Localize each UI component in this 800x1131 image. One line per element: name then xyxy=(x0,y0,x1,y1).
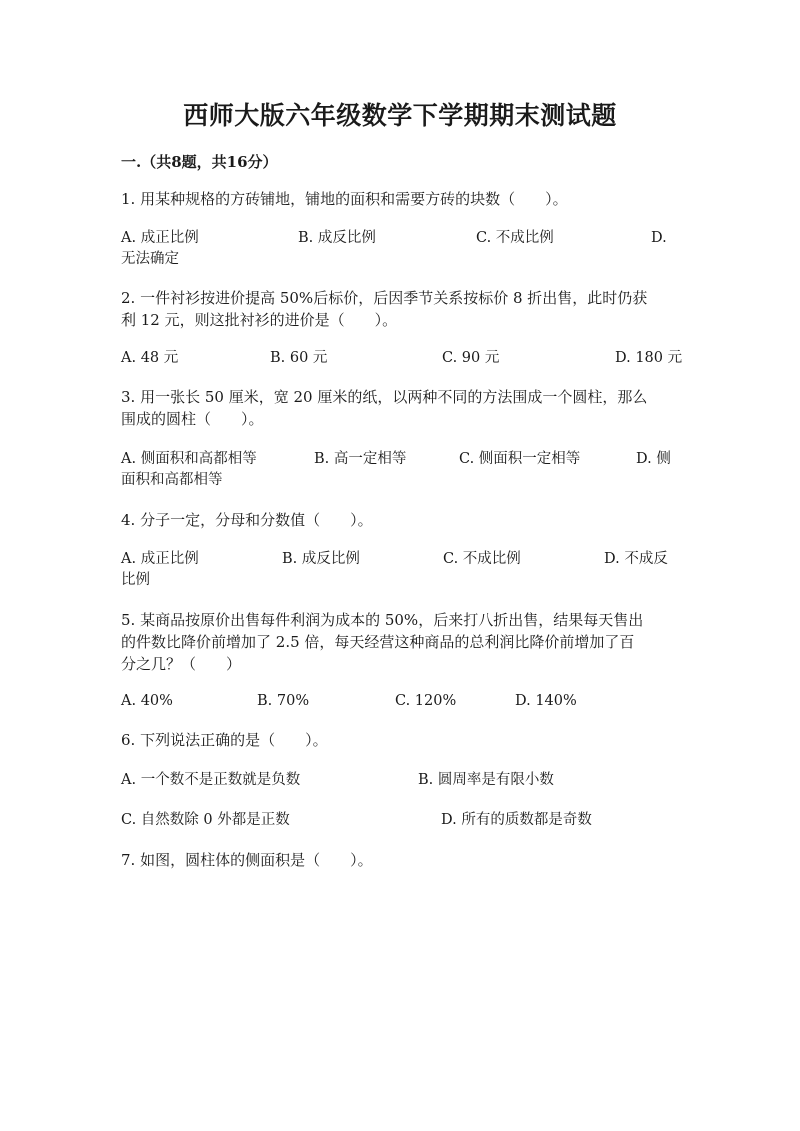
option-d[interactable]: D. 侧 xyxy=(636,451,671,467)
option-b[interactable]: B. 成反比例 xyxy=(298,230,376,246)
option-a[interactable]: A. 侧面积和高都相等 xyxy=(121,451,257,467)
option-c[interactable]: C. 90 元 xyxy=(442,350,500,366)
section-heading: 一.（共8题，共16分） xyxy=(121,153,278,171)
option-d[interactable]: D. 140% xyxy=(515,693,577,709)
question-text: 围成的圆柱（ ）。 xyxy=(121,410,264,428)
option-d-continuation: 无法确定 xyxy=(121,251,179,267)
question-text: 分之几？（ ） xyxy=(121,655,242,673)
option-b[interactable]: B. 圆周率是有限小数 xyxy=(418,772,554,788)
option-a[interactable]: A. 成正比例 xyxy=(121,230,199,246)
option-c[interactable]: C. 不成比例 xyxy=(476,230,554,246)
question-1 xyxy=(121,188,681,210)
question-5 xyxy=(121,609,681,675)
option-b[interactable]: B. 70% xyxy=(257,693,310,709)
question-5-options xyxy=(121,690,681,712)
option-b[interactable]: B. 高一定相等 xyxy=(314,451,407,467)
question-6 xyxy=(121,729,681,751)
option-a[interactable]: A. 一个数不是正数就是负数 xyxy=(121,772,301,788)
question-6-options-row-1 xyxy=(121,769,681,791)
question-2 xyxy=(121,287,681,331)
question-1-options xyxy=(121,227,681,249)
question-4 xyxy=(121,509,681,531)
question-text: 6. 下列说法正确的是（ ）。 xyxy=(121,731,328,749)
question-text: 3. 用一张长 50 厘米，宽 20 厘米的纸，以两种不同的方法围成一个圆柱，那么 xyxy=(121,388,648,406)
option-d[interactable]: D. 不成反 xyxy=(604,551,668,567)
question-text: 利 12 元，则这批衬衫的进价是（ ）。 xyxy=(121,311,398,329)
option-b[interactable]: B. 60 元 xyxy=(270,350,328,366)
page-title: 西师大版六年级数学下学期期末测试题 xyxy=(183,101,617,130)
option-a[interactable]: A. 成正比例 xyxy=(121,551,199,567)
option-d-continuation: 面积和高都相等 xyxy=(121,472,223,488)
question-7 xyxy=(121,849,681,871)
option-d-continuation: 比例 xyxy=(121,572,150,588)
option-d[interactable]: D. 180 元 xyxy=(615,350,683,366)
question-text: 7. 如图，圆柱体的侧面积是（ ）。 xyxy=(121,851,373,869)
option-c[interactable]: C. 120% xyxy=(395,693,457,709)
question-6-options-row-2 xyxy=(121,809,681,831)
option-b[interactable]: B. 成反比例 xyxy=(282,551,360,567)
option-d[interactable]: D. xyxy=(651,230,667,246)
option-c[interactable]: C. 不成比例 xyxy=(443,551,521,567)
question-2-options xyxy=(121,347,681,369)
option-d[interactable]: D. 所有的质数都是奇数 xyxy=(441,812,592,828)
question-text: 2. 一件衬衫按进价提高 50%后标价，后因季节关系按标价 8 折出售，此时仍获 xyxy=(121,289,648,307)
question-text: 4. 分子一定，分母和分数值（ ）。 xyxy=(121,511,373,529)
option-a[interactable]: A. 48 元 xyxy=(121,350,179,366)
question-text: 的件数比降价前增加了 2.5 倍，每天经营这种商品的总利润比降价前增加了百 xyxy=(121,633,635,651)
question-3-options xyxy=(121,448,681,470)
question-3 xyxy=(121,386,681,430)
question-text: 5. 某商品按原价出售每件利润为成本的 50%，后来打八折出售，结果每天售出 xyxy=(121,611,644,629)
question-4-options xyxy=(121,548,681,570)
option-c[interactable]: C. 自然数除 0 外都是正数 xyxy=(121,812,290,828)
option-c[interactable]: C. 侧面积一定相等 xyxy=(459,451,581,467)
question-text: 1. 用某种规格的方砖铺地，铺地的面积和需要方砖的块数（ ）。 xyxy=(121,190,568,208)
option-a[interactable]: A. 40% xyxy=(121,693,173,709)
